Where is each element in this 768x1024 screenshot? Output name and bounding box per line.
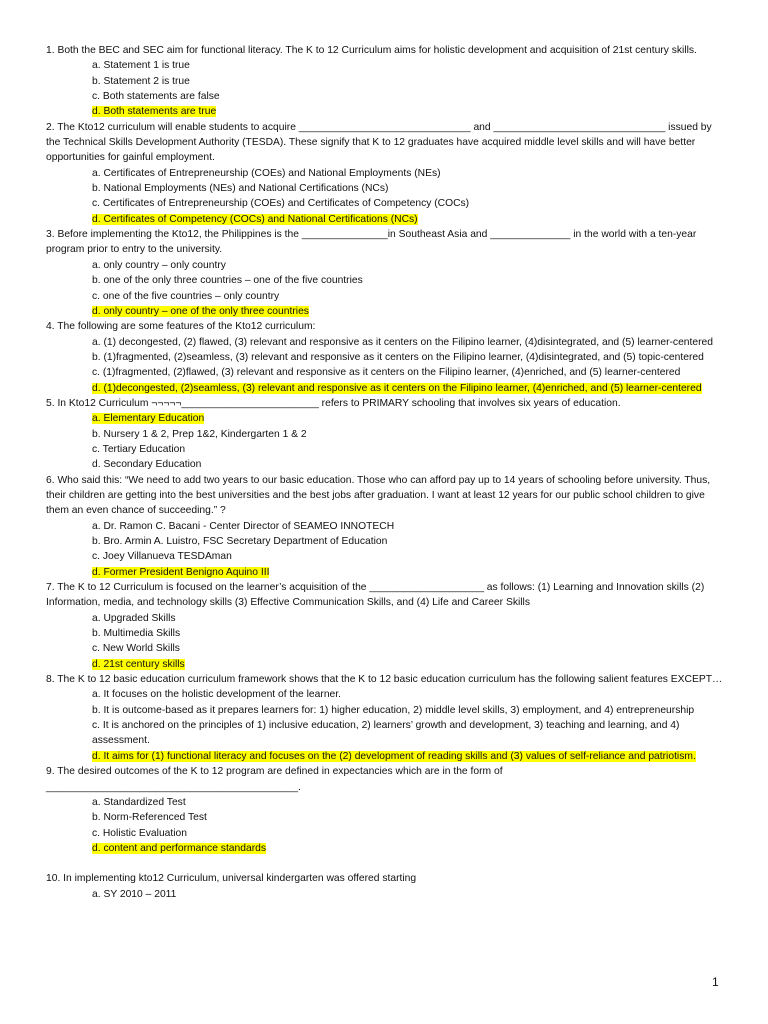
page-number: 1 xyxy=(712,975,719,989)
question-9: 9. The desired outcomes of the K to 12 program are defined in expectancies which are in the form of ____________________________________________. xyxy=(46,766,503,793)
answer-highlight: d. Both statements are true xyxy=(92,106,217,118)
option-5b: b. Nursery 1 & 2, Prep 1&2, Kindergarten 1 & 2 xyxy=(92,428,307,440)
question-3: 3. Before implementing the Kto12, the Philippines is the _______________in Southeast Asia and ______________ in the world with a ten-year program prior to entry to the university. xyxy=(46,229,697,256)
option-4b: b. (1)fragmented, (2)seamless, (3) relevant and responsive as it centers on the Filipino learner, (4)disintegrated, and (5) topic-centered xyxy=(92,351,704,363)
option-10a: a. SY 2010 – 2011 xyxy=(92,888,177,900)
answer-highlight: d. It aims for (1) functional literacy and focuses on the (2) development of reading skills and (3) values of self-reliance and patriotism. xyxy=(92,750,696,762)
spacer xyxy=(0,856,768,871)
option-8a: a. It focuses on the holistic development of the learner. xyxy=(92,689,341,701)
option-9c: c. Holistic Evaluation xyxy=(92,827,187,839)
document-page xyxy=(0,43,768,902)
option-5d: d. Secondary Education xyxy=(92,459,202,471)
question-4: 4. The following are some features of the Kto12 curriculum: xyxy=(46,321,316,333)
option-9a: a. Standardized Test xyxy=(92,796,186,808)
option-8b: b. It is outcome-based as it prepares learners for: 1) higher education, 2) middle level skills, 3) employment, and 4) entrepreneurship xyxy=(92,704,695,716)
answer-highlight: d. Certificates of Competency (COCs) and National Certifications (NCs) xyxy=(92,213,418,225)
option-5a-answer xyxy=(0,411,768,426)
option-1d-answer xyxy=(0,104,768,119)
option-1c: c. Both statements are false xyxy=(92,91,220,103)
answer-highlight: d. (1)decongested, (2)seamless, (3) relevant and responsive as it centers on the Filipino learner, (4)enriched, and (5) learner-centered xyxy=(92,382,702,394)
option-1a: a. Statement 1 is true xyxy=(92,60,190,72)
answer-highlight: d. Former President Benigno Aquino III xyxy=(92,566,270,578)
option-8c: c. It is anchored on the principles of 1) inclusive education, 2) learners’ growth and development, 3) teaching and learning, and 4) assessment. xyxy=(92,720,680,747)
option-2c: c. Certificates of Entrepreneurship (COEs) and Certificates of Competency (COCs) xyxy=(92,198,470,210)
answer-highlight: d. only country – one of the only three countries xyxy=(92,305,309,317)
option-9b: b. Norm-Referenced Test xyxy=(92,812,207,824)
option-6d-answer xyxy=(0,565,768,580)
question-7: 7. The K to 12 Curriculum is focused on the learner’s acquisition of the ____________________ as follows: (1) Learning and Innovation skills (2) Information, media, and technology skills (3) Effective Communication Skills, and (4) Life and Career Skills xyxy=(46,582,705,609)
option-3a: a. only country – only country xyxy=(92,259,226,271)
answer-highlight: d. 21st century skills xyxy=(92,658,185,670)
question-2: 2. The Kto12 curriculum will enable students to acquire ______________________________ and ______________________________ issued by the Technical Skills Development Authority (TESDA). These signify that K to 12 graduates have acquired middle level skills and will have better opportunities for gainful employment. xyxy=(46,121,712,164)
option-3d-answer xyxy=(0,304,768,319)
option-4c: c. (1)fragmented, (2)flawed, (3) relevant and responsive as it centers on the Filipino learner, (4)enriched, and (5) learner-centered xyxy=(92,367,681,379)
answer-highlight: a. Elementary Education xyxy=(92,413,205,425)
question-6: 6. Who said this: “We need to add two years to our basic education. Those who can afford pay up to 14 years of schooling before university. Thus, their children are getting into the best universities and the best jobs after graduation. I want at least 12 years for our public school children to give them an even chance of succeeding.” ? xyxy=(46,474,711,517)
option-7b: b. Multimedia Skills xyxy=(92,628,181,640)
option-2d-answer xyxy=(0,212,768,227)
option-7c: c. New World Skills xyxy=(92,643,180,655)
option-5c: c. Tertiary Education xyxy=(92,443,186,455)
option-3b: b. one of the only three countries – one of the five countries xyxy=(92,275,363,287)
question-1: 1. Both the BEC and SEC aim for functional literacy. The K to 12 Curriculum aims for holistic development and acquisition of 21st century skills. xyxy=(46,45,697,56)
option-4a: a. (1) decongested, (2) flawed, (3) relevant and responsive as it centers on the Filipino learner, (4)disintegrated, and (5) learner-centered xyxy=(92,336,714,348)
option-9d-answer xyxy=(0,841,768,856)
option-2b: b. National Employments (NEs) and National Certifications (NCs) xyxy=(92,183,389,195)
question-8: 8. The K to 12 basic education curriculum framework shows that the K to 12 basic education curriculum has the following salient features EXCEPT… xyxy=(46,674,723,686)
question-5: 5. In Kto12 Curriculum ¬¬¬¬¬________________________ refers to PRIMARY schooling that involves six years of education. xyxy=(46,397,621,409)
option-2a: a. Certificates of Entrepreneurship (COEs) and National Employments (NEs) xyxy=(92,167,441,179)
question-10: 10. In implementing kto12 Curriculum, universal kindergarten was offered starting xyxy=(46,873,417,885)
answer-highlight: d. content and performance standards xyxy=(92,842,267,854)
option-7a: a. Upgraded Skills xyxy=(92,612,176,624)
option-8d-answer xyxy=(0,749,768,764)
option-6c: c. Joey Villanueva TESDAman xyxy=(92,551,232,563)
option-4d-answer xyxy=(0,381,768,396)
option-7d-answer xyxy=(0,657,768,672)
option-3c: c. one of the five countries – only country xyxy=(92,290,280,302)
option-1b: b. Statement 2 is true xyxy=(92,75,190,87)
option-6b: b. Bro. Armin A. Luistro, FSC Secretary Department of Education xyxy=(92,536,388,547)
option-6a: a. Dr. Ramon C. Bacani - Center Director of SEAMEO INNOTECH xyxy=(92,520,395,532)
